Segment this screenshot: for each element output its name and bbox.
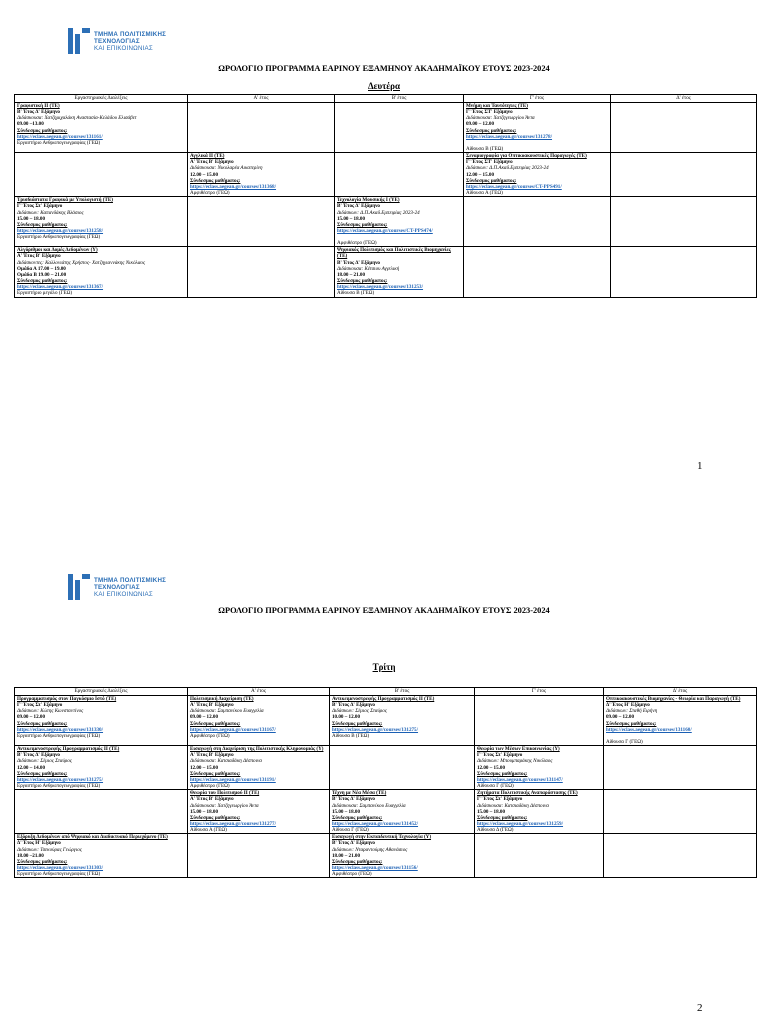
course-cell — [475, 790, 604, 834]
instructor: Διδάσκων: Σέμιος Σταύρος — [332, 708, 387, 715]
page-number: 2 — [697, 1002, 703, 1014]
semester: Γ' Έτος Στ' Εξάμηνο — [477, 752, 523, 759]
link-label: Σύνδεσμος μαθήματος: — [332, 814, 383, 821]
course-title: Προγραμματισμός στον Παγκόσμιο Ιστό (ΤΕ) — [17, 696, 117, 702]
day-title: Τρίτη — [372, 662, 396, 672]
link-label: Σύνδεσμος μαθήματος: — [332, 858, 383, 865]
column-header: Α' έτος — [188, 688, 330, 696]
instructor: Διδάσκουσα: Χατζηγεωργίου Άντα — [190, 802, 259, 809]
empty-cell — [188, 197, 335, 247]
time: 09.00 – 12.00 — [466, 121, 495, 128]
semester: Β' Έτος Δ' Εξάμηνο — [17, 109, 60, 116]
course-cell — [188, 746, 330, 790]
schedule-table — [14, 687, 757, 878]
semester: Δ' Έτος Η' Εξάμηνο — [17, 840, 61, 847]
column-header: Β' έτος — [335, 95, 464, 103]
room: Αίθουσα Β (ΓΕΩ) — [337, 290, 375, 297]
instructor: Διδάσκουσα: Κατσιαδάκη Δέσποινα — [477, 802, 549, 809]
course-cell — [15, 834, 188, 878]
time: 15.00 – 18.00 — [337, 215, 366, 222]
semester: Δ' Έτος Η' Εξάμηνο — [606, 702, 650, 709]
room: Αμφιθέατρο (ΓΕΩ) — [337, 240, 377, 247]
semester: Β' Έτος Δ' Εξάμηνο — [337, 203, 380, 210]
room: Εργαστήριο μεγάλο (ΓΕΩ) — [17, 290, 73, 297]
course-cell — [475, 746, 604, 790]
logo-line-1: ΤΜΗΜΑ ΠΟΛΙΤΙΣΜΙΚΗΣ — [94, 576, 167, 584]
course-cell — [15, 746, 188, 790]
semester: Α' Έτος Β' Εξάμηνο — [190, 702, 234, 709]
room: Αμφιθέατρο (ΓΕΩ) — [190, 732, 230, 739]
course-title: Ζητήματα Πολιτιστικής Αναπαράστασης (ΤΕ) — [477, 790, 578, 797]
table-row — [15, 103, 757, 153]
link-label: Σύνδεσμος μαθήματος: — [190, 814, 241, 821]
course-cell — [188, 696, 330, 746]
instructor: Διδάσκων: Καπανδάκης Βλάσιος — [17, 209, 84, 216]
course-link[interactable]: https://eclass.aegean.gr/courses/131367/ — [17, 284, 104, 291]
document-title: ΩΡΟΛΟΓΙΟ ΠΡΟΓΡΑΜΜΑ ΕΑΡΙΝΟΥ ΕΞΑΜΗΝΟΥ ΑΚΑΔΗΜΑΪΚΟΥ ΕΤΟΥΣ 2023-2024 — [218, 606, 550, 615]
link-label: Σύνδεσμος μαθήματος: — [17, 221, 68, 228]
semester: Β' Έτος Δ' Εξάμηνο — [332, 840, 375, 847]
link-label: Σύνδεσμος μαθήματος: — [477, 770, 528, 777]
semester: Β' Έτος Δ' Εξάμηνο — [337, 259, 380, 266]
time: 15.00 – 18.00 — [190, 808, 219, 815]
course-link[interactable]: https://eclass.aegean.gr/courses/131368/ — [190, 183, 277, 190]
time: 15.00 – 18.00 — [17, 215, 46, 222]
course-link[interactable]: https://eclass.aegean.gr/courses/CT-PPS491/ — [466, 183, 562, 190]
empty-cell — [15, 153, 188, 197]
room: Αίθουσα Γ (ΓΕΩ) — [332, 827, 369, 834]
day-title: Δευτέρα — [368, 81, 400, 91]
course-cell — [335, 197, 464, 247]
course-title: Αντικειμενοστρεφής Προγραμματισμός ΙΙ (ΤΕ) — [17, 746, 120, 753]
time: 15.00 – 18.00 — [332, 808, 361, 815]
course-title: Αντικειμενοστρεφής Προγραμματισμός ΙΙ (ΤΕ) — [332, 696, 435, 702]
course-link[interactable]: https://eclass.aegean.gr/courses/131161/ — [17, 133, 103, 140]
link-label: Σύνδεσμος μαθήματος: — [337, 278, 388, 285]
room: Εργαστήριο Ανθρωπογεωγραφίας (ΓΕΩ) — [17, 783, 101, 790]
logo-mark-icon — [68, 28, 90, 54]
time: 12.00 – 15.00 — [190, 764, 219, 771]
link-label: Σύνδεσμος μαθήματος: — [332, 720, 383, 727]
room: Εργαστήριο Ανθρωπογεωγραφίας (ΓΕΩ) — [17, 139, 101, 146]
link-label: Σύνδεσμος μαθήματος: — [17, 770, 68, 777]
document-title: ΩΡΟΛΟΓΙΟ ΠΡΟΓΡΑΜΜΑ ΕΑΡΙΝΟΥ ΕΞΑΜΗΝΟΥ ΑΚΑΔΗΜΑΪΚΟΥ ΕΤΟΥΣ 2023-2024 — [218, 64, 550, 73]
course-cell — [330, 834, 475, 878]
instructor: Διδάσκων: Τσεκούρας Γεώργιος — [17, 846, 82, 853]
instructor: Διδάσκων: Σταθή Ειρήνη — [606, 708, 658, 715]
table-row — [15, 197, 757, 247]
course-link[interactable]: https://eclass.aegean.gr/courses/131330/ — [17, 726, 104, 733]
empty-cell — [335, 103, 464, 153]
logo-mark-icon — [68, 574, 90, 600]
room: Εργαστήριο Ανθρωπογεωγραφίας (ΓΕΩ) — [17, 234, 101, 241]
page-number: 1 — [697, 460, 703, 472]
time: 12.00 – 15.00 — [190, 171, 219, 178]
course-title: Γραφιστική ΙΙ (ΤΕ) — [17, 103, 60, 109]
instructor: Διδάσκων: Σέμιος Σταύρος — [17, 758, 72, 765]
empty-cell — [188, 103, 335, 153]
column-header: Δ' έτος — [604, 688, 757, 696]
empty-cell — [188, 834, 330, 878]
table-row — [15, 247, 757, 297]
empty-cell — [611, 153, 757, 197]
room: Αίθουσα Α (ΓΕΩ) — [190, 827, 227, 834]
table-row — [15, 696, 757, 746]
instructor: Διδάσκουσα: Χατζηγεωργίου Άντα — [466, 115, 535, 122]
time: 18.00 – 21.00 — [332, 852, 361, 859]
link-label: Σύνδεσμος μαθήματος: — [190, 177, 241, 184]
empty-cell — [330, 746, 475, 790]
course-cell — [15, 197, 188, 247]
time: 09.00 –13.00 — [17, 121, 44, 128]
semester: Γ' Έτος ΣΤ' Εξάμηνο — [466, 159, 513, 166]
semester: Α' Έτος Β' Εξάμηνο — [17, 253, 61, 260]
course-link[interactable]: https://eclass.aegean.gr/courses/131259/ — [477, 820, 564, 827]
course-title: Σεναριογραφία για Οπτικοακουστικές Παραγωγές (ΤΕ) — [466, 153, 587, 160]
link-label: Σύνδεσμος μαθήματος: — [606, 720, 657, 727]
room: Αμφιθέατρο (ΓΕΩ) — [190, 190, 230, 197]
link-label: Σύνδεσμος μαθήματος: — [17, 278, 68, 285]
logo-line-2: ΤΕΧΝΟΛΟΓΙΑΣ — [94, 583, 140, 591]
room: Αίθουσα Β (ΓΕΩ) — [466, 145, 504, 152]
semester: Α' Έτος Β' Εξάμηνο — [190, 796, 234, 803]
schedule-table — [14, 94, 757, 298]
course-title: Τρισδιάστατα Γραφικά με Υπολογιστή (ΤΕ) — [17, 197, 113, 204]
logo-line-3: ΚΑΙ ΕΠΙΚΟΙΝΩΝΙΑΣ — [94, 44, 153, 52]
course-cell — [464, 153, 611, 197]
instructor: Διδάσκοντες: Καλλονιάτης Χρήστος- Χατζηγιαννάκης Νικόλαος — [17, 259, 146, 266]
column-header: Γ' έτος — [464, 95, 611, 103]
link-label: Σύνδεσμος μαθήματος: — [190, 720, 241, 727]
course-cell — [464, 103, 611, 153]
column-header: Εργαστηριακές Διαλέξεις — [15, 95, 188, 103]
instructor: Διδάσκουσα: Σαμπανίκου Ευαγγελία — [190, 708, 264, 715]
semester: Γ' Έτος Στ' Εξάμηνο — [477, 796, 523, 803]
room: Αίθουσα Γ (ΓΕΩ) — [606, 738, 643, 745]
empty-cell — [475, 834, 604, 878]
semester: Γ' Έτος Στ' Εξάμηνο — [17, 702, 63, 709]
department-logo — [68, 574, 166, 600]
instructor: Διδάσκων: Κώτης Κωνσταντίνος — [17, 708, 84, 715]
link-label: Σύνδεσμος μαθήματος: — [17, 720, 68, 727]
link-label: Σύνδεσμος μαθήματος: — [466, 177, 517, 184]
instructor: Διδάσκουσα: Σαμπανίκου Ευαγγελία — [332, 802, 406, 809]
empty-cell — [611, 247, 757, 297]
time: 10.00 – 12.00 — [332, 714, 361, 721]
room: Αίθουσα Α (ΓΕΩ) — [466, 190, 503, 197]
course-cell — [604, 696, 757, 746]
semester: Β' Έτος Δ' Εξάμηνο — [332, 796, 375, 803]
course-link[interactable]: https://eclass.aegean.gr/courses/131156/ — [332, 865, 418, 872]
course-cell — [335, 247, 464, 297]
course-link[interactable]: https://eclass.aegean.gr/courses/131167/ — [190, 726, 276, 733]
time: 12.00 – 15.00 — [477, 764, 506, 771]
instructor: Διδάσκουσα: Κατσιαδάκη Δέσποινα — [190, 758, 262, 765]
course-cell — [15, 247, 188, 297]
course-cell — [15, 696, 188, 746]
empty-cell — [604, 790, 757, 834]
course-link[interactable]: https://eclass.aegean.gr/courses/131147/ — [477, 776, 563, 783]
room: Αίθουσα Γ (ΓΕΩ) — [477, 783, 514, 790]
time: 12.00 – 15.00 — [466, 171, 495, 178]
instructor: Διδάσκουσα: Νικολαρέα Αικατερίνη — [190, 165, 263, 172]
room: Αίθουσα Β (ΓΕΩ) — [332, 732, 370, 739]
link-label: Σύνδεσμος μαθήματος: — [17, 858, 68, 865]
instructor: Διδάσκων: Νταραντούμης Αθανάσιος — [332, 846, 408, 853]
course-link[interactable]: https://eclass.aegean.gr/courses/131191/ — [190, 776, 276, 783]
course-cell — [330, 696, 475, 746]
schedule-page-2 — [0, 512, 768, 1024]
semester: Γ' Έτος Στ' Εξάμηνο — [17, 203, 63, 210]
link-label: Σύνδεσμος μαθήματος: — [477, 814, 528, 821]
course-link[interactable]: https://eclass.aegean.gr/courses/131275/ — [332, 726, 419, 733]
course-title: Ψηφιακός Πολιτισμός και Πολιτιστικές Βιομηχανίες (ΤΕ) — [337, 247, 451, 260]
empty-cell — [604, 746, 757, 790]
course-link[interactable]: https://eclass.aegean.gr/courses/131258/ — [17, 227, 104, 234]
course-cell — [188, 153, 335, 197]
course-link[interactable]: https://eclass.aegean.gr/courses/131277/ — [190, 820, 277, 827]
course-link[interactable]: https://eclass.aegean.gr/courses/131253/ — [337, 284, 424, 291]
empty-cell — [611, 103, 757, 153]
course-title: Τεχνολογία Μουσικής Ι (ΥΕ) — [337, 197, 400, 204]
time: 18.00 –21.00 — [17, 852, 44, 859]
course-link[interactable]: https://eclass.aegean.gr/courses/CT-PPS474/ — [337, 227, 433, 234]
room: Αίθουσα Δ (ΓΕΩ) — [477, 827, 514, 834]
course-title: Πολιτισμική Διαχείριση (ΤΕ) — [190, 696, 254, 702]
course-cell — [188, 790, 330, 834]
time: 09.00 – 12.00 — [190, 714, 219, 721]
course-title: Αγγλικά ΙΙ (ΤΕ) — [190, 153, 225, 160]
instructor: Διδάσκουσα: Χατζημιχαλάκη Αναστασία-Κελάδου Ελισάβετ — [17, 115, 137, 122]
empty-cell — [611, 197, 757, 247]
time: 09.00 – 12.00 — [606, 714, 635, 721]
course-title: Θεωρία των Μέσων Επικοινωνίας (Υ) — [477, 746, 560, 753]
course-title: Οπτικοακουστικές Βιομηχανίες - Θεωρία και Παραγωγή (ΤΕ) — [606, 696, 741, 702]
room: Αμφιθέατρο (ΓΕΩ) — [332, 871, 372, 878]
table-row — [15, 834, 757, 878]
empty-cell — [15, 790, 188, 834]
course-title: Τέχνη με Νέα Μέσα (ΤΕ) — [332, 790, 387, 797]
semester: Α' Έτος Β' Εξάμηνο — [190, 159, 234, 166]
course-link[interactable]: https://eclass.aegean.gr/courses/131303/ — [17, 865, 104, 872]
instructor: Διδάσκων: Μπουμπαράκης Νικόλαος — [477, 758, 553, 765]
empty-cell — [604, 834, 757, 878]
column-header: Εργαστηριακές Διαλέξεις — [15, 688, 188, 696]
logo-line-1: ΤΜΗΜΑ ΠΟΛΙΤΙΣΜΙΚΗΣ — [94, 30, 167, 38]
link-label: Σύνδεσμος μαθήματος: — [17, 127, 68, 134]
semester: Α' Έτος Β' Εξάμηνο — [190, 752, 234, 759]
link-label: Σύνδεσμος μαθήματος: — [337, 221, 388, 228]
empty-cell — [475, 696, 604, 746]
semester: Β' Έτος Δ' Εξάμηνο — [17, 752, 60, 759]
column-header: Α' έτος — [188, 95, 335, 103]
course-link[interactable]: https://eclass.aegean.gr/courses/131278/ — [466, 133, 553, 140]
course-cell — [15, 103, 188, 153]
time: 12.00 – 14.00 — [17, 764, 46, 771]
room: Εργαστήριο Ανθρωπογεωγραφίας (ΓΕΩ) — [17, 871, 101, 878]
course-link[interactable]: https://eclass.aegean.gr/courses/131452/ — [332, 820, 419, 827]
column-header: Β' έτος — [330, 688, 475, 696]
link-label: Σύνδεσμος μαθήματος: — [190, 770, 241, 777]
table-row — [15, 790, 757, 834]
empty-cell — [335, 153, 464, 197]
room: Αμφιθέατρο (ΓΕΩ) — [190, 783, 230, 790]
semester: Γ' Έτος ΣΤ' Εξάμηνο — [466, 109, 513, 116]
time: 18.00 – 21.00 — [337, 271, 366, 278]
time: Ομάδα Α 17.00 – 19.00 — [17, 265, 66, 272]
time: 15.00 – 18.00 — [477, 808, 506, 815]
link-label: Σύνδεσμος μαθήματος: — [466, 127, 517, 134]
room: Εργαστήριο Ανθρωπογεωγραφίας (ΓΕΩ) — [17, 732, 101, 739]
instructor: Διδάσκων: Δ.Π.Ακαδ.Εμπειρίας 2023-24 — [466, 165, 549, 172]
course-title: Μνήμη και Ταυτότητες (ΤΕ) — [466, 103, 529, 109]
course-link[interactable]: https://eclass.aegean.gr/courses/131160/ — [606, 726, 692, 733]
course-title: Θεωρία του Πολιτισμού ΙΙ (ΤΕ) — [190, 790, 260, 797]
empty-cell — [464, 197, 611, 247]
course-link[interactable]: https://eclass.aegean.gr/courses/131275/ — [17, 776, 104, 783]
instructor: Διδάσκων: Δ.Π.Ακαδ.Εμπειρίας 2023-24 — [337, 209, 420, 216]
course-title: Εισαγωγή στην Εκπαιδευτική Τεχνολογία (Υ) — [332, 834, 432, 841]
time: 09.00 – 12.00 — [17, 714, 46, 721]
empty-cell — [464, 247, 611, 297]
empty-cell — [188, 247, 335, 297]
course-title: Εξόρυξη Δεδομένων από Ψηφιακό και Διαδικτυακό Περιεχόμενο (ΤΕ) — [17, 834, 168, 841]
logo-line-2: ΤΕΧΝΟΛΟΓΙΑΣ — [94, 37, 140, 45]
department-logo — [68, 28, 166, 54]
logo-line-3: ΚΑΙ ΕΠΙΚΟΙΝΩΝΙΑΣ — [94, 590, 153, 598]
course-title: Εισαγωγή στη Διαχείριση της Πολιτιστικής Κληρονομιάς (Υ) — [190, 746, 324, 753]
column-header: Δ' έτος — [611, 95, 757, 103]
table-row — [15, 746, 757, 790]
table-row — [15, 153, 757, 197]
course-title: Αλγόριθμοι και Δομές Δεδομένων (Υ) — [17, 247, 98, 254]
instructor: Διδάσκουσα: Κέτσιου Αγγελική — [337, 265, 400, 272]
time: Ομάδα Β 19.00 – 21.00 — [17, 271, 67, 278]
column-header: Γ' έτος — [475, 688, 604, 696]
semester: Β' Έτος Δ' Εξάμηνο — [332, 702, 375, 709]
course-cell — [330, 790, 475, 834]
